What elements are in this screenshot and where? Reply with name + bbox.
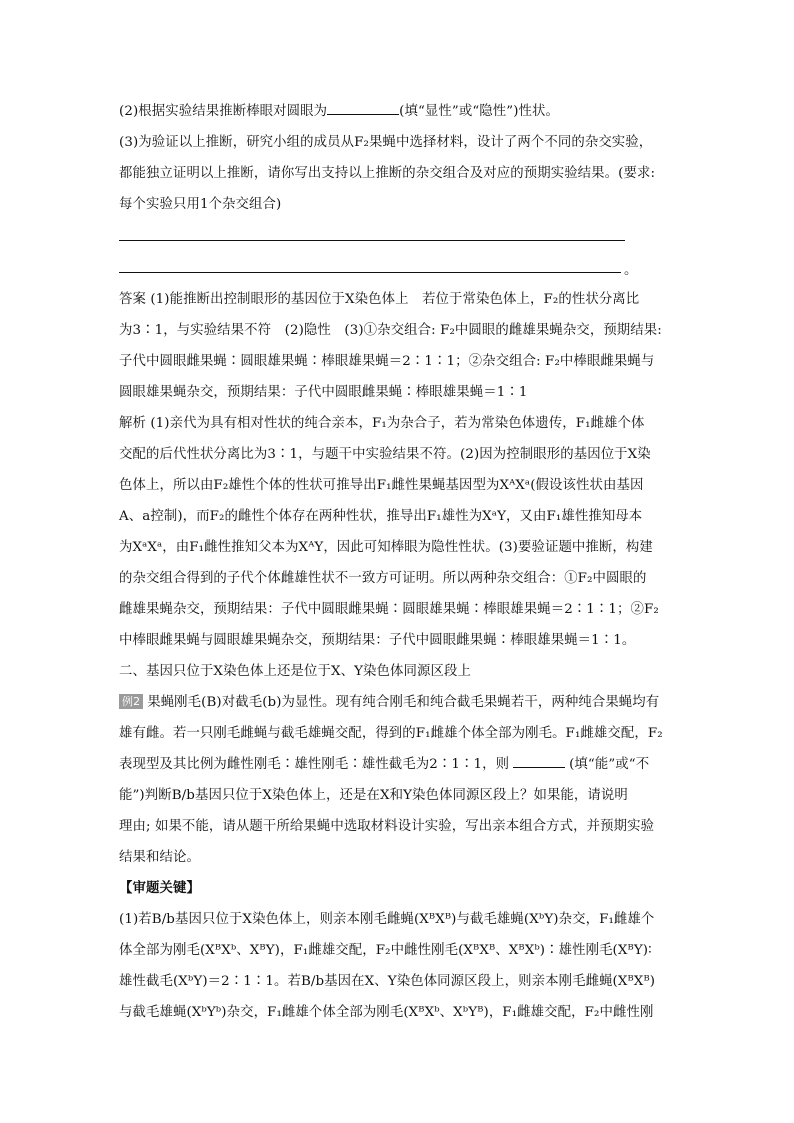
key-text-3: 雄性截毛(XᵇY)＝2∶1∶1。若B/b基因在X、Y染色体同源区段上，则亲本刚毛雌蝇(XᴮXᴮ) [119, 974, 656, 989]
example-tag: 例2 [119, 694, 143, 709]
example-2-text-5: 理由; 如果不能，请从题干所给果蝇中选取材料设计实验，写出亲本组合方式，并预期实验 [119, 819, 655, 834]
analysis-text-5: 为XᵃXᵃ，由F₁雌性推知父本为XᴬY，因此可知棒眼为隐性性状。(3)要验证题中推断，构建 [119, 540, 653, 555]
example-2-text-4: 能”)判断B/b基因只位于X染色体上，还是在X和Y染色体同源区段上？如果能，请说明 [119, 788, 628, 803]
answer-text-3: 子代中圆眼雌果蝇∶圆眼雄果蝇∶棒眼雄果蝇＝2∶1∶1；②杂交组合: F₂中棒眼雌果蝇与 [119, 354, 655, 369]
answer-blank[interactable] [327, 100, 399, 115]
analysis-text-1: (1)亲代为具有相对性状的纯合亲本，F₁为杂合子，若为常染色体遗传，F₁雌雄个体 [145, 416, 645, 431]
analysis-line-1 [119, 409, 679, 438]
answer-text-1: (1)能推断出控制眼形的基因位于X染色体上 若位于常染色体上，F₂的性状分离比 [145, 292, 640, 307]
key-label: 【审题关键】 [119, 880, 200, 896]
key-text-1: (1)若B/b基因只位于X染色体上，则亲本刚毛雌蝇(XᴮXᴮ)与截毛雄蝇(XᵇY)杂交，F₁雌雄个 [119, 912, 655, 927]
example-2-line-3 [119, 750, 679, 779]
question-2 [119, 97, 679, 126]
answer-text-2: 为3∶1，与实验结果不符 (2)隐性 (3)①杂交组合: F₂中圆眼的雌雄果蝇杂交，预期结果: [119, 323, 662, 338]
analysis-text-3: 色体上，所以由F₂雄性个体的性状可推导出F₁雌性果蝇基因型为XᴬXᵃ(假设该性状由基因 [119, 478, 644, 493]
analysis-text-7: 雌雄果蝇杂交，预期结果：子代中圆眼雌果蝇∶圆眼雄果蝇∶棒眼雄果蝇＝2∶1∶1；②F₂ [119, 602, 659, 617]
example-2-text-3: 表现型及其比例为雌性刚毛∶雄性刚毛∶雄性截毛为2∶1∶1，则 [119, 757, 510, 772]
example-2-hint: (填“能”或“不 [569, 757, 650, 772]
section-2-heading: 二、基因只位于X染色体上还是位于X、Y染色体同源区段上 [119, 664, 471, 679]
example-2-line-1 [119, 688, 679, 717]
analysis-text-8: 中棒眼雌果蝇与圆眼雄果蝇杂交，预期结果：子代中圆眼雌果蝇∶棒眼雄果蝇＝1∶1。 [119, 633, 636, 648]
answer-label: 答案 [119, 292, 146, 307]
answer-text-4: 圆眼雄果蝇杂交，预期结果：子代中圆眼雌果蝇∶棒眼雄果蝇＝1∶1 [119, 385, 528, 400]
example-2-text-1: 果蝇刚毛(B)对截毛(b)为显性。现有纯合刚毛和纯合截毛果蝇若干，两种纯合果蝇均有 [147, 695, 660, 710]
key-text-4: 与截毛雄蝇(XᵇYᵇ)杂交，F₁雌雄个体全部为刚毛(XᴮXᵇ、XᵇYᴮ)，F₁雌雄交配，F₂中雌性刚 [119, 1005, 654, 1020]
key-text-2: 体全部为刚毛(XᴮXᵇ、XᴮY)，F₁雌雄交配，F₂中雌性刚毛(XᴮXᴮ、XᴮXᵇ)∶雄性刚毛(XᴮY)∶ [119, 943, 652, 958]
example-answer-blank[interactable] [513, 753, 565, 768]
analysis-text-6: 的杂交组合得到的子代个体雌雄性状不一致方可证明。所以两种杂交组合：①F₂中圆眼的 [119, 571, 647, 586]
question-2-text: (2)根据实验结果推断棒眼对圆眼为 [119, 104, 328, 119]
question-3-line-1: (3)为验证以上推断，研究小组的成员从F₂果蝇中选择材料，设计了两个不同的杂交实验， [119, 135, 653, 150]
question-3-line-3: 每个实验只用1个杂交组合) [119, 197, 282, 212]
analysis-label: 解析 [119, 416, 146, 431]
answer-line-1[interactable] [119, 240, 625, 241]
analysis-text-4: A、a控制)，而F₂的雌性个体存在两种性状，推导出F₁雄性为XᵃY，又由F₁雄性推知母本 [119, 509, 643, 524]
question-2-hint: (填“显性”或“隐性”)性状。 [399, 104, 559, 119]
example-2-text-6: 结果和结论。 [119, 850, 200, 865]
end-period: 。 [624, 263, 638, 278]
example-2-text-2: 雄有雌。若一只刚毛雌蝇与截毛雄蝇交配，得到的F₁雌雄个体全部为刚毛。F₁雌雄交配，F₂ [119, 726, 663, 741]
analysis-text-2: 交配的后代性状分离比为3∶1，与题干中实验结果不符。(2)因为控制眼形的基因位于X染 [119, 447, 651, 462]
question-3-line-2: 都能独立证明以上推断，请你写出支持以上推断的杂交组合及对应的预期实验结果。(要求: [119, 166, 656, 181]
answer-line-2[interactable] [119, 272, 621, 273]
answer-line-1-text [119, 285, 679, 314]
